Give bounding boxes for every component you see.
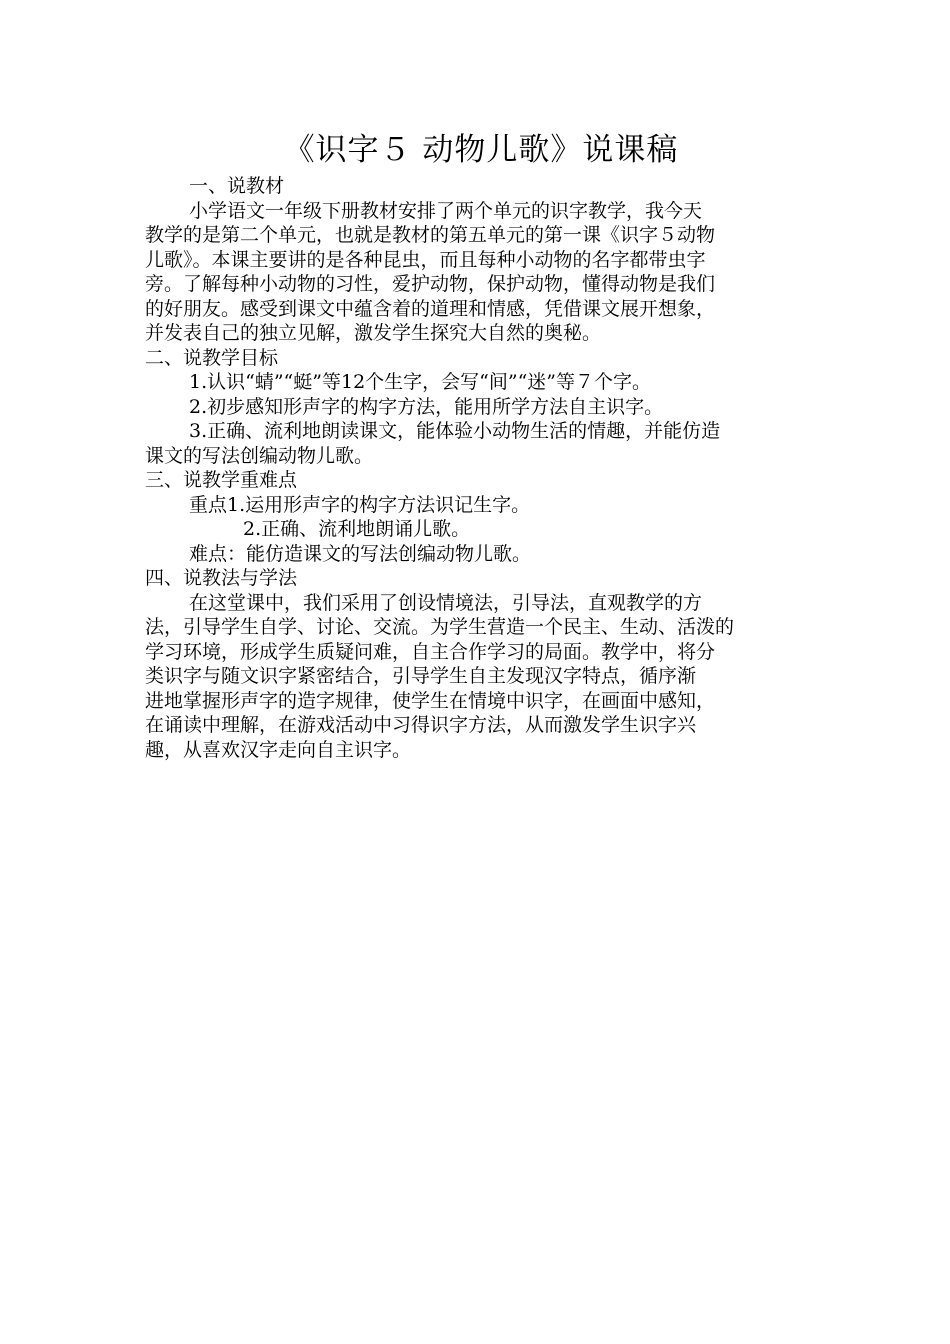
paragraph-line: 并发表自己的独立见解，激发学生探究大自然的奥秘。 bbox=[145, 322, 602, 344]
objective-line: 1.认识“蜻”“蜓”等12个生字，会写“间”“迷”等７个字。 bbox=[189, 371, 652, 393]
objective-line: 3.正确、流利地朗读课文，能体验小动物生活的情趣，并能仿造 bbox=[189, 420, 721, 442]
difficulty-line: 难点：能仿造课文的写法创编动物儿歌。 bbox=[189, 542, 532, 565]
key-point-line: 2.正确、流利地朗诵儿歌。 bbox=[243, 518, 471, 540]
paragraph-line: 法，引导学生自学、讨论、交流。为学生营造一个民主、生动、活泼的 bbox=[145, 616, 735, 638]
paragraph-line: 进地掌握形声字的造字规律，使学生在情境中识字，在画面中感知， bbox=[145, 689, 716, 712]
section-heading-objectives: 二、说教学目标 bbox=[145, 346, 279, 369]
section-heading-key-points: 三、说教学重难点 bbox=[145, 469, 298, 491]
section-heading-textbook: 一、说教材 bbox=[189, 175, 285, 197]
objective-line: 课文的写法创编动物儿歌。 bbox=[145, 444, 374, 467]
paragraph-line: 儿歌》。本课主要讲的是各种昆虫，而且每种小动物的名字都带虫字 bbox=[145, 248, 706, 271]
paragraph-line: 学习环境，形成学生质疑问难，自主合作学习的局面。教学中，将分 bbox=[145, 640, 716, 663]
paragraph-line: 的好朋友。感受到课文中蕴含着的道理和情感，凭借课文展开想象， bbox=[145, 297, 716, 320]
document-page bbox=[145, 128, 817, 762]
paragraph-line: 在诵读中理解，在游戏活动中习得识字方法，从而激发学生识字兴 bbox=[145, 714, 697, 736]
paragraph-line: 旁。了解每种小动物的习性，爱护动物，保护动物，懂得动物是我们 bbox=[145, 273, 716, 295]
paragraph-line: 小学语文一年级下册教材安排了两个单元的识字教学，我今天 bbox=[189, 199, 703, 222]
key-point-line: 重点1.运用形声字的构字方法识记生字。 bbox=[189, 493, 531, 516]
paragraph-line: 趣，从喜欢汉字走向自主识字。 bbox=[145, 738, 412, 761]
paragraph-line: 教学的是第二个单元，也就是教材的第五单元的第一课《识字５动物 bbox=[145, 224, 716, 246]
paragraph-line: 在这堂课中，我们采用了创设情境法，引导法，直观教学的方 bbox=[189, 591, 703, 614]
objective-line: 2.初步感知形声字的构字方法，能用所学方法自主识字。 bbox=[189, 395, 664, 418]
section-heading-methods: 四、说教法与学法 bbox=[145, 567, 298, 589]
document-title: 《识字５ 动物儿歌》说课稿 bbox=[283, 132, 679, 168]
paragraph-line: 类识字与随文识字紧密结合，引导学生自主发现汉字特点，循序渐 bbox=[145, 665, 697, 687]
